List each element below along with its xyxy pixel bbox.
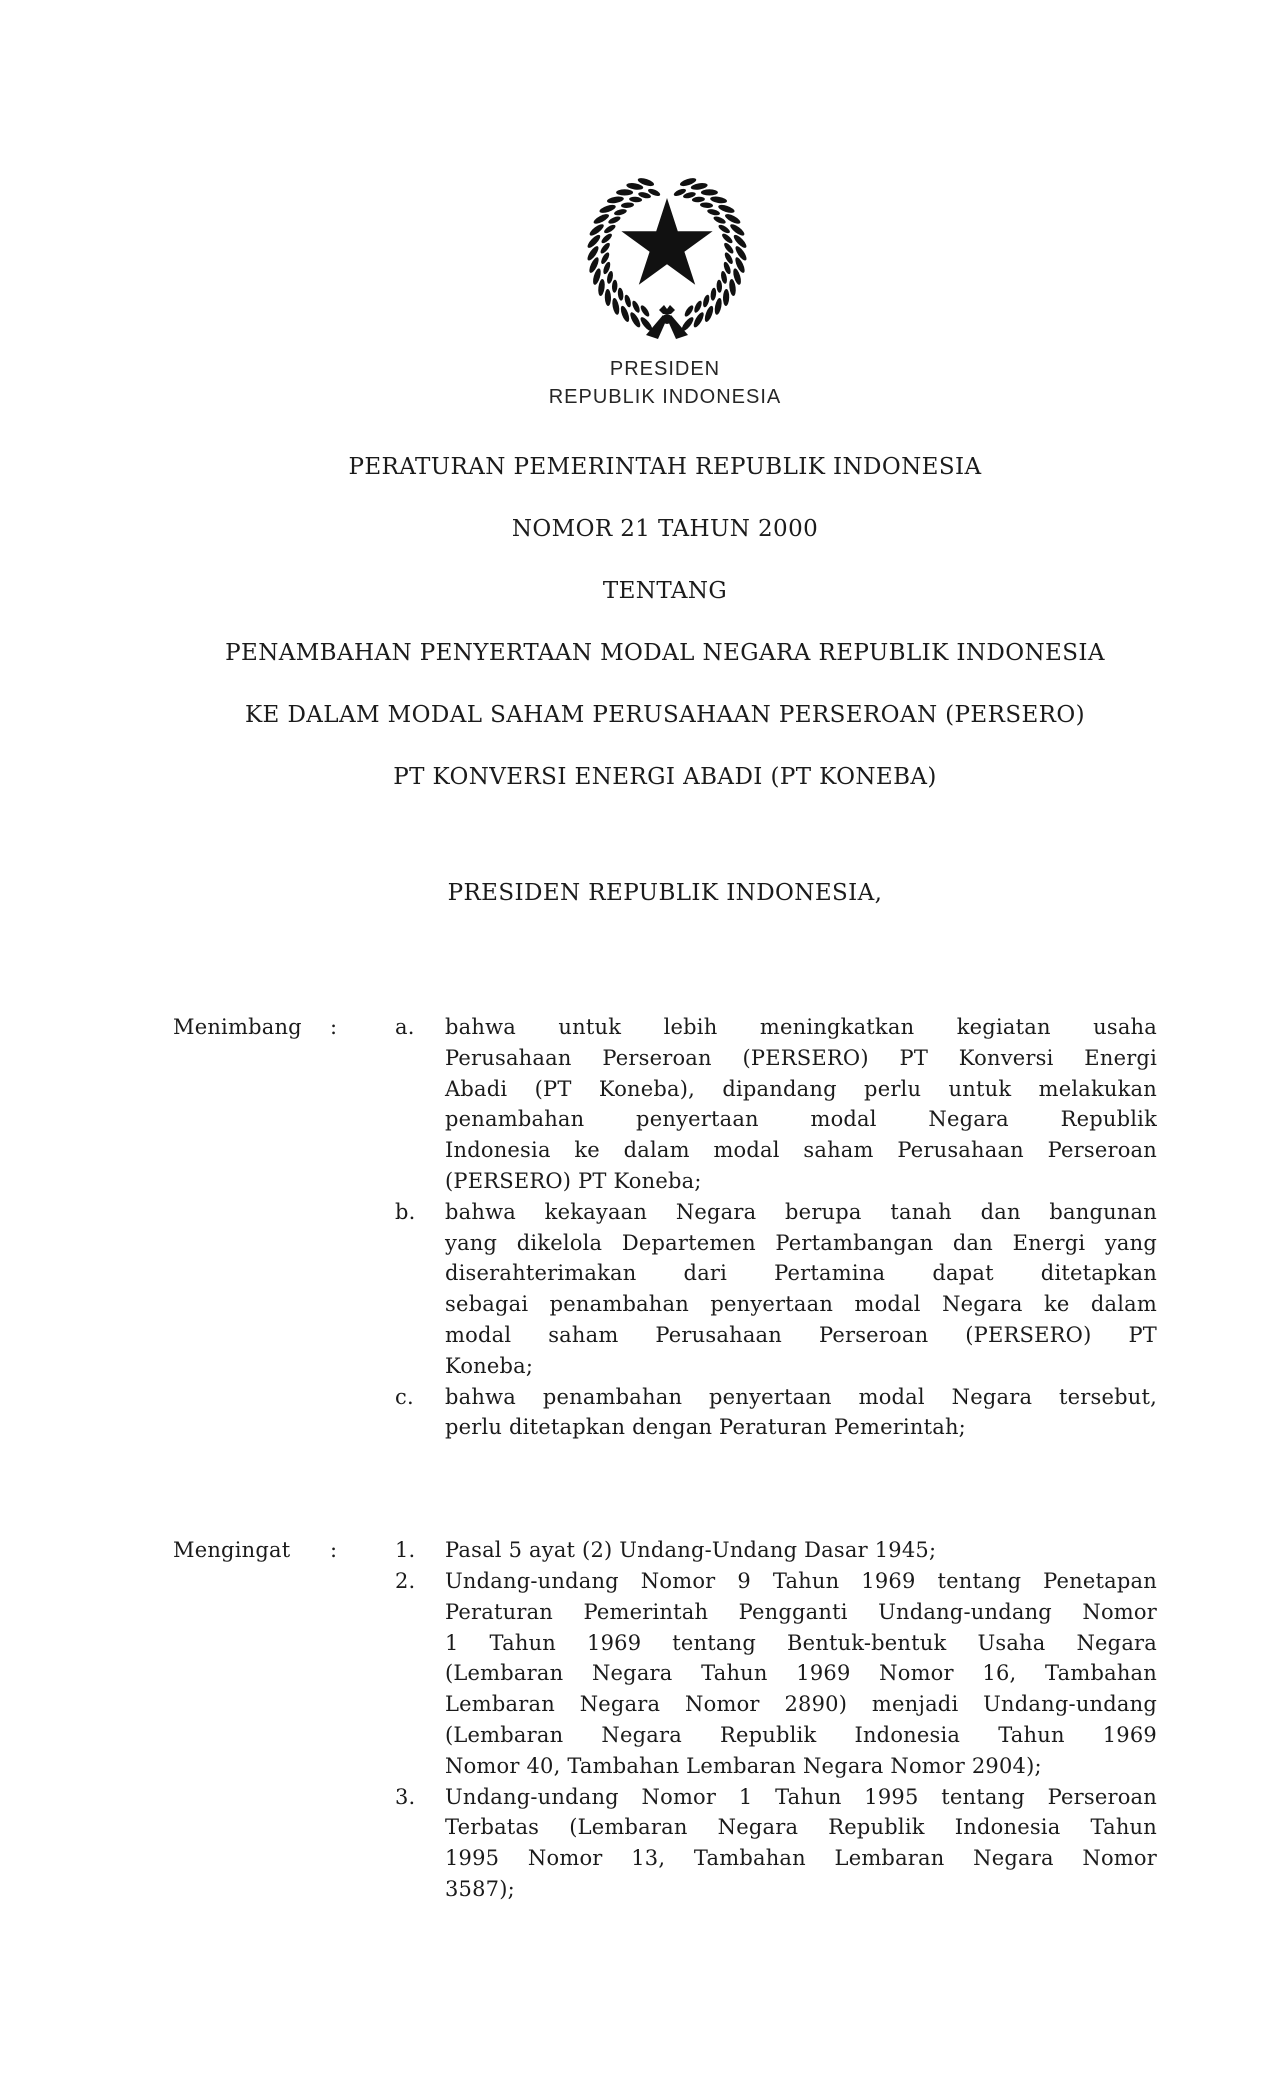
section-label: Menimbang [173,1015,302,1039]
title-line: NOMOR 21 TAHUN 2000 [511,516,819,542]
title-line: PERATURAN PEMERINTAH REPUBLIK INDONESIA [348,454,982,480]
list-item [395,1197,1157,1382]
item-line: 1995 Nomor 13, Tambahan Lembaran Negara Nomor [445,1846,1157,1871]
preamble-heading: PRESIDEN REPUBLIK INDONESIA, [447,880,883,906]
item-line: 1 Tahun 1969 tentang Bentuk-bentuk Usaha Negara [445,1630,1157,1655]
item-line: Pasal 5 ayat (2) Undang-Undang Dasar 1945; [445,1538,937,1563]
item-marker: a. [395,1015,415,1039]
item-line: Undang-undang Nomor 9 Tahun 1969 tentang Penetapan [445,1568,1157,1593]
letterhead [173,355,1157,411]
item-lines [445,1782,1157,1905]
item-lines [445,1535,1157,1566]
item-line: (Lembaran Negara Republik Indonesia Tahun 1969 [445,1722,1157,1747]
sections [173,1012,1157,1905]
title-block [173,452,1157,824]
star-in-wreath-emblem [577,163,757,343]
list-item [395,1566,1157,1782]
section-colon: : [330,1015,338,1039]
title-line: TENTANG [602,578,728,604]
list-item [395,1382,1157,1444]
item-line: bahwa untuk lebih meningkatkan kegiatan usaha [445,1015,1157,1039]
item-marker: c. [395,1384,414,1409]
title-line: PENAMBAHAN PENYERTAAN MODAL NEGARA REPUBLIK INDONESIA [225,640,1105,666]
ribbon-knot [646,305,688,339]
item-marker: 3. [395,1784,416,1809]
letterhead-presiden: PRESIDEN [609,358,721,380]
item-line: penambahan penyertaan modal Negara Republik [445,1107,1157,1132]
list-item [395,1012,1157,1197]
letterhead-republik: REPUBLIK INDONESIA [548,386,782,408]
item-line: 3587); [445,1876,515,1901]
item-line: Indonesia ke dalam modal saham Perusahaan Perseroan [445,1138,1157,1163]
item-marker: 1. [395,1538,416,1563]
item-line: (PERSERO) PT Koneba; [445,1168,702,1193]
title-line: KE DALAM MODAL SAHAM PERUSAHAAN PERSEROAN (PERSERO) [244,702,1086,728]
section-items [395,1535,1157,1905]
item-marker: 2. [395,1568,416,1593]
item-lines [445,1382,1157,1444]
star-icon [621,198,712,285]
item-line: Lembaran Negara Nomor 2890) menjadi Undang-undang [445,1692,1157,1717]
item-line: Undang-undang Nomor 1 Tahun 1995 tentang Perseroan [445,1784,1157,1809]
item-marker: b. [395,1199,416,1224]
item-line: perlu ditetapkan dengan Peraturan Pemerintah; [445,1415,966,1440]
item-line: Peraturan Pemerintah Pengganti Undang-undang Nomor [445,1599,1157,1624]
item-lines [445,1012,1157,1197]
item-line: Nomor 40, Tambahan Lembaran Negara Nomor 2904); [445,1753,1042,1778]
section-mengingat [173,1535,1157,1905]
section-items [395,1012,1157,1443]
item-line: modal saham Perusahaan Perseroan (PERSERO) PT [445,1322,1157,1347]
item-line: bahwa kekayaan Negara berupa tanah dan bangunan [445,1199,1157,1224]
item-line: Perusahaan Perseroan (PERSERO) PT Konversi Energi [445,1045,1157,1070]
list-item [395,1782,1157,1905]
section-label: Mengingat [173,1538,291,1563]
item-line: Abadi (PT Koneba), dipandang perlu untuk melakukan [445,1076,1157,1101]
item-line: Koneba; [445,1353,534,1378]
title-line: PT KONVERSI ENERGI ABADI (PT KONEBA) [393,764,937,790]
section-menimbang [173,1012,1157,1443]
section-colon: : [330,1538,338,1563]
item-line: Terbatas (Lembaran Negara Republik Indonesia Tahun [445,1815,1157,1840]
item-line: sebagai penambahan penyertaan modal Negara ke dalam [445,1292,1157,1317]
item-line: diserahterimakan dari Pertamina dapat ditetapkan [445,1261,1157,1286]
list-item [395,1535,1157,1566]
item-line: bahwa penambahan penyertaan modal Negara tersebut, [445,1384,1157,1409]
item-line: yang dikelola Departemen Pertambangan dan Energi yang [445,1230,1157,1255]
item-lines [445,1197,1157,1382]
item-line: (Lembaran Negara Tahun 1969 Nomor 16, Tambahan [445,1661,1157,1686]
item-lines [445,1566,1157,1782]
